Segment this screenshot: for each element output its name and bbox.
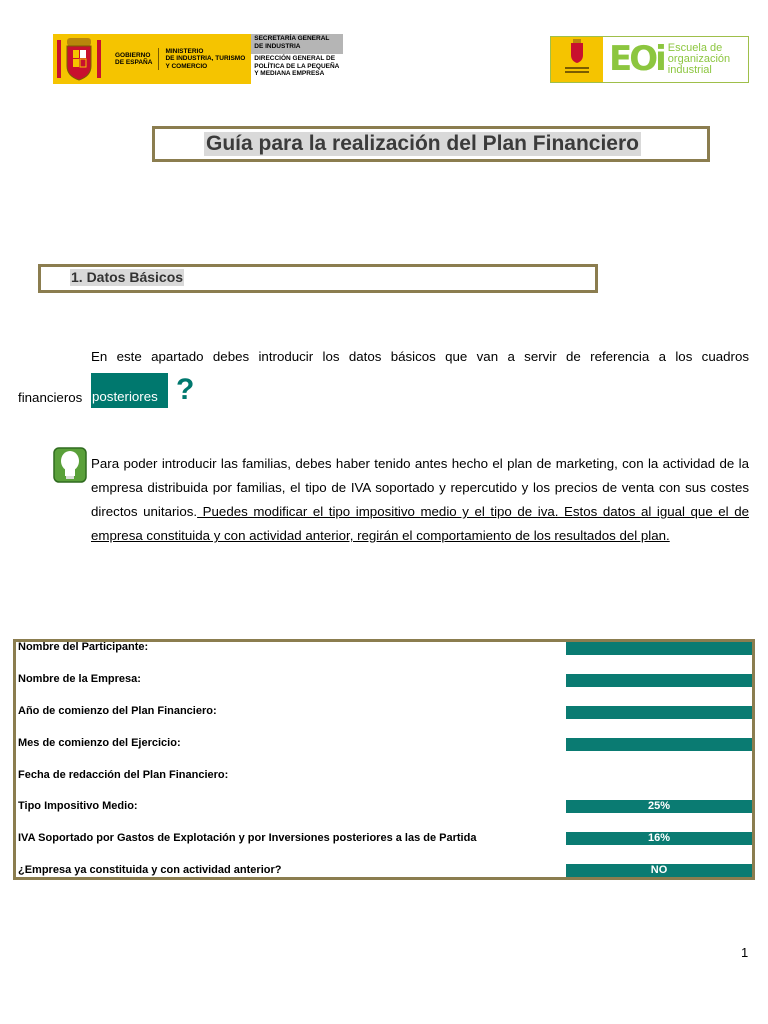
page-title: Guía para la realización del Plan Financiero — [206, 132, 639, 155]
gov-label-direccion: DIRECCIÓN GENERAL DE POLÍTICA DE LA PEQUEÑA Y MEDIANA EMPRESA — [254, 55, 340, 77]
label-mes-comienzo: Mes de comienzo del Ejercicio: — [18, 737, 181, 749]
eoi-mark: EOi — [609, 39, 664, 79]
field-nombre-empresa[interactable] — [566, 674, 752, 687]
label-nombre-participante: Nombre del Participante: — [18, 641, 149, 653]
intro-line-2: financieros — [18, 390, 83, 405]
field-empresa-constituida[interactable]: NO — [566, 864, 752, 877]
label-tipo-impositivo: Tipo Impositivo Medio: — [18, 800, 138, 812]
intro-line-1: En este apartado debes introducir los datos básicos que van a servir de referencia a los cuadros — [91, 349, 749, 364]
eoi-text: Escuela de organización industrial — [667, 42, 731, 76]
field-ano-comienzo[interactable] — [566, 706, 752, 719]
eoi-coat-of-arms-icon — [551, 37, 603, 82]
label-empresa-constituida: ¿Empresa ya constituida y con actividad anterior? — [18, 864, 282, 876]
gov-yellow-band — [53, 34, 251, 84]
field-nombre-participante[interactable] — [566, 642, 752, 655]
note-plain-text: Para poder introducir las familias, debes haber tenido antes hecho el plan de marketing, con la actividad de la empresa distribuida por familias, el tipo de IVA soportado y repercutido y los precios de venta con sus costes directos unitarios. — [91, 456, 749, 519]
field-tipo-impositivo[interactable]: 25% — [566, 800, 752, 813]
note-underlined-text: Puedes modificar el tipo impositivo medio y el tipo de iva. Estos datos al igual que el de empresa constituida y con actividad anterior, regirán el comportamiento de los resultados del plan. — [91, 504, 749, 543]
note-paragraph — [91, 452, 749, 548]
label-iva-soportado: IVA Soportado por Gastos de Explotación y por Inversiones posteriores a las de Partida — [18, 832, 477, 844]
coat-of-arms-icon — [53, 34, 109, 84]
help-icon[interactable]: ? — [176, 373, 195, 406]
gov-label-ministerio: MINISTERIO DE INDUSTRIA, TURISMO Y COMERCIO — [158, 48, 251, 71]
gov-label-1: GOBIERNO DE ESPAÑA — [115, 51, 153, 66]
field-mes-comienzo[interactable] — [566, 738, 752, 751]
label-nombre-empresa: Nombre de la Empresa: — [18, 673, 141, 685]
field-iva-soportado[interactable]: 16% — [566, 832, 752, 845]
gov-label-grey: SECRETARÍA GENERAL DE INDUSTRIA — [251, 34, 343, 54]
lightbulb-icon — [53, 447, 87, 483]
gobierno-logo — [53, 34, 353, 86]
label-ano-comienzo: Año de comienzo del Plan Financiero: — [18, 705, 217, 717]
label-fecha-redaccion: Fecha de redacción del Plan Financiero: — [18, 769, 229, 781]
section-heading: 1. Datos Básicos — [71, 269, 184, 285]
eoi-logo — [550, 36, 749, 83]
posteriores-link[interactable]: posteriores — [91, 373, 168, 408]
gov-secretaria — [251, 34, 343, 86]
page-number: 1 — [741, 945, 749, 960]
